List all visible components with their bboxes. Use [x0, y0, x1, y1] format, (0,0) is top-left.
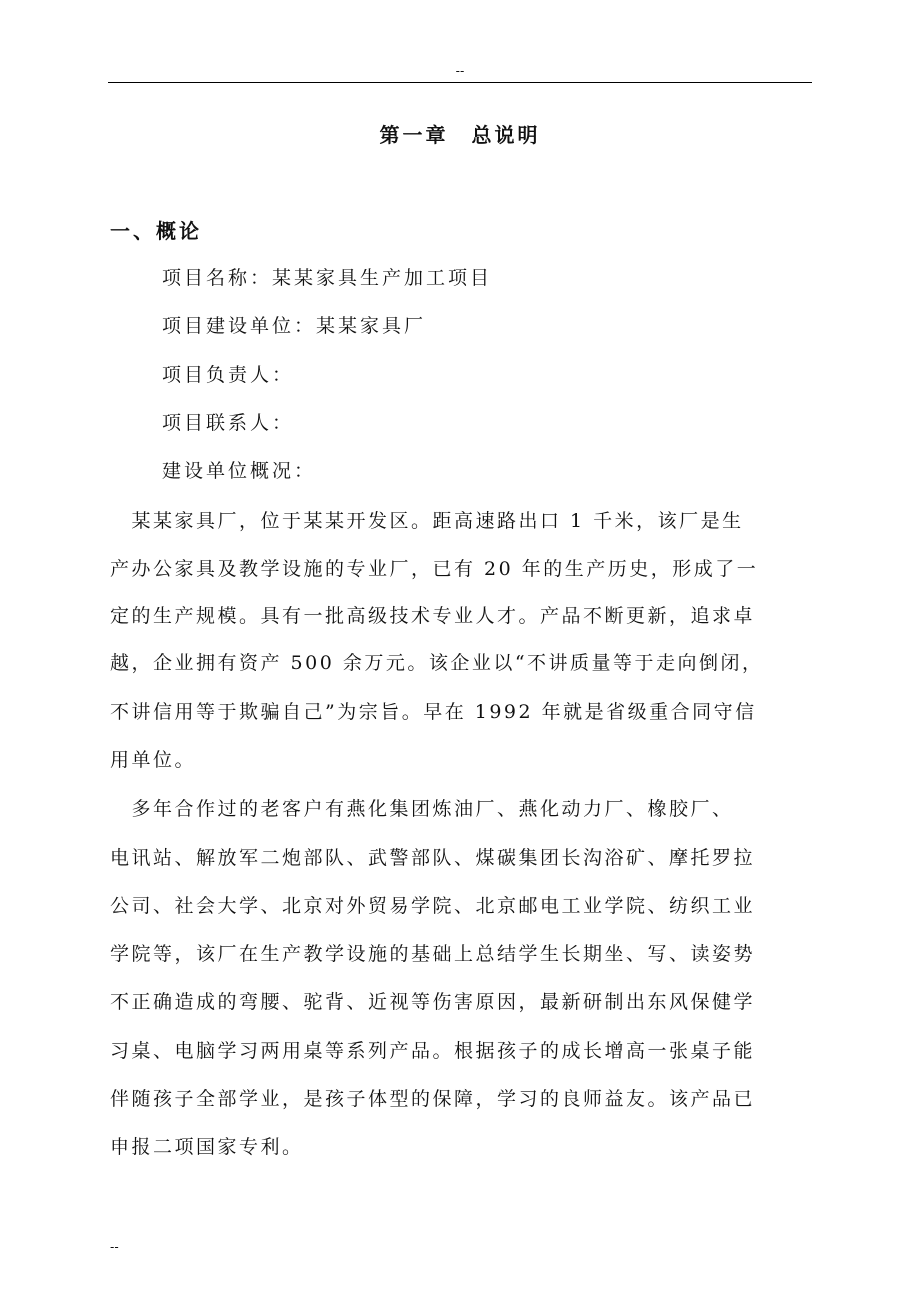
section-heading: 一、概论 — [110, 219, 202, 243]
paragraph-line: 某某家具厂，位于某某开发区。距高速路出口 1 千米，该厂是生 — [110, 510, 744, 532]
paragraph-line: 越，企业拥有资产 500 余万元。该企业以“不讲质量等于走向倒闭， — [110, 652, 764, 674]
project-leader-field: 项目负责人： — [162, 364, 295, 386]
chapter-title: 第一章 总说明 — [379, 123, 541, 147]
paragraph-line: 公司、社会大学、北京对外贸易学院、北京邮电工业学院、纺织工业 — [110, 895, 756, 917]
paragraph-line: 用单位。 — [110, 749, 197, 771]
paragraph-line: 多年合作过的老客户有燕化集团炼油厂、燕化动力厂、橡胶厂、 — [110, 798, 734, 820]
paragraph-line: 定的生产规模。具有一批高级技术专业人才。产品不断更新，追求卓 — [110, 605, 756, 627]
project-name-field: 项目名称：某某家具生产加工项目 — [162, 267, 493, 289]
paragraph-line: 学院等，该厂在生产教学设施的基础上总结学生长期坐、写、读姿势 — [110, 943, 756, 965]
header-mark: -- — [455, 64, 465, 78]
paragraph-line: 电讯站、解放军二炮部队、武警部队、煤碳集团长沟浴矿、摩托罗拉 — [110, 847, 756, 869]
header-rule — [108, 82, 812, 83]
unit-overview-field: 建设单位概况： — [162, 460, 317, 482]
paragraph-line: 不正确造成的弯腰、驼背、近视等伤害原因，最新研制出东风保健学 — [110, 991, 756, 1013]
paragraph-line: 不讲信用等于欺骗自己”为宗旨。早在 1992 年就是省级重合同守信 — [110, 701, 757, 723]
paragraph-line: 产办公家具及教学设施的专业厂，已有 20 年的生产历史，形成了一 — [110, 558, 759, 580]
paragraph-line: 伴随孩子全部学业，是孩子体型的保障，学习的良师益友。该产品已 — [110, 1088, 756, 1110]
builder-unit-field: 项目建设单位：某某家具厂 — [162, 315, 427, 337]
paragraph-line: 申报二项国家专利。 — [110, 1136, 304, 1158]
paragraph-line: 习桌、电脑学习两用桌等系列产品。根据孩子的成长增高一张桌子能 — [110, 1040, 756, 1062]
footer-mark: -- — [110, 1240, 119, 1254]
project-contact-field: 项目联系人： — [162, 412, 295, 434]
